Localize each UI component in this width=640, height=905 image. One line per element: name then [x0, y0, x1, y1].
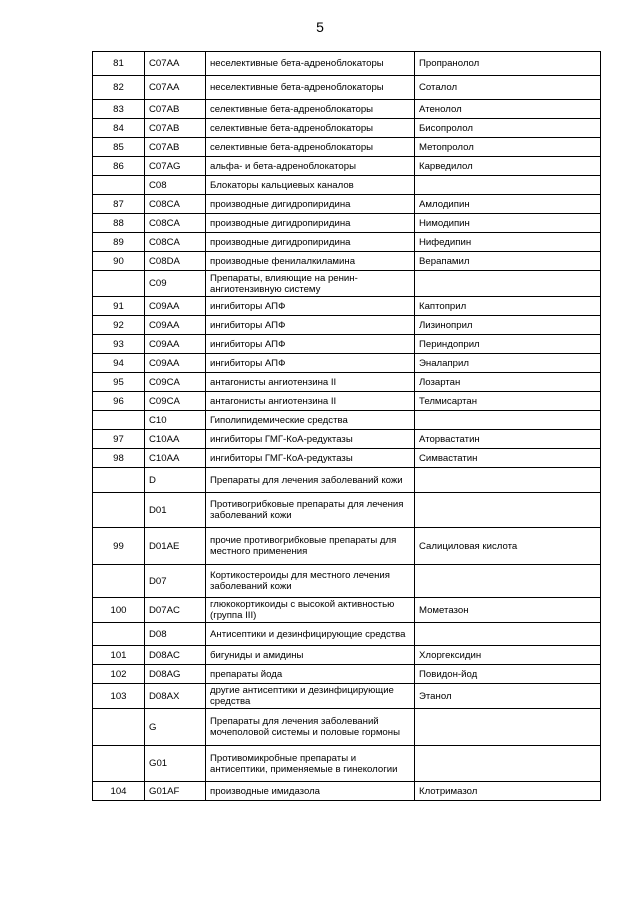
drug-group-cell: антагонисты ангиотензина II	[206, 392, 415, 411]
drug-name-cell: Соталол	[415, 76, 601, 100]
table-row	[93, 392, 601, 411]
atc-code-cell: C09CA	[145, 373, 206, 392]
drug-name-cell: Повидон-йод	[415, 665, 601, 684]
drug-name-cell	[415, 493, 601, 528]
atc-code-cell: C07AG	[145, 157, 206, 176]
row-number-cell: 100	[93, 598, 145, 623]
atc-code-cell: C07AB	[145, 138, 206, 157]
atc-code-cell: C09AA	[145, 297, 206, 316]
drug-name-cell: Карведилол	[415, 157, 601, 176]
drug-group-cell: прочие противогрибковые препараты для местного применения	[206, 528, 415, 565]
atc-code-cell: D07	[145, 565, 206, 598]
drug-name-cell: Лизиноприл	[415, 316, 601, 335]
atc-code-cell: C09AA	[145, 316, 206, 335]
drug-name-cell: Периндоприл	[415, 335, 601, 354]
table-row	[93, 493, 601, 528]
row-number-cell	[93, 709, 145, 746]
table-row	[93, 411, 601, 430]
drug-name-cell: Эналаприл	[415, 354, 601, 373]
drug-name-cell: Мометазон	[415, 598, 601, 623]
drug-name-cell	[415, 271, 601, 297]
table-row	[93, 709, 601, 746]
atc-code-cell: D08AC	[145, 646, 206, 665]
table-row	[93, 214, 601, 233]
table-row	[93, 354, 601, 373]
drug-name-cell: Метопролол	[415, 138, 601, 157]
drug-name-cell: Нифедипин	[415, 233, 601, 252]
table-row	[93, 157, 601, 176]
atc-code-cell: D	[145, 468, 206, 493]
atc-code-cell: C08CA	[145, 214, 206, 233]
drug-group-cell: Противомикробные препараты и антисептики, применяемые в гинекологии	[206, 746, 415, 782]
row-number-cell: 87	[93, 195, 145, 214]
row-number-cell	[93, 271, 145, 297]
row-number-cell: 95	[93, 373, 145, 392]
drug-name-cell: Верапамил	[415, 252, 601, 271]
atc-code-cell: C07AA	[145, 76, 206, 100]
drug-group-cell: производные фенилалкиламина	[206, 252, 415, 271]
row-number-cell: 81	[93, 52, 145, 76]
drug-name-cell: Лозартан	[415, 373, 601, 392]
table-row	[93, 449, 601, 468]
atc-code-cell: C08DA	[145, 252, 206, 271]
table-body	[93, 52, 601, 801]
atc-code-cell: D08AG	[145, 665, 206, 684]
drug-group-cell: ингибиторы АПФ	[206, 316, 415, 335]
drug-name-cell	[415, 411, 601, 430]
drug-name-cell	[415, 623, 601, 646]
drug-group-cell: Кортикостероиды для местного лечения заболеваний кожи	[206, 565, 415, 598]
row-number-cell: 88	[93, 214, 145, 233]
drug-group-cell: селективные бета-адреноблокаторы	[206, 138, 415, 157]
row-number-cell	[93, 468, 145, 493]
drug-group-cell: препараты йода	[206, 665, 415, 684]
row-number-cell: 104	[93, 782, 145, 801]
drug-name-cell	[415, 468, 601, 493]
drug-group-cell: ингибиторы АПФ	[206, 354, 415, 373]
atc-code-cell: C07AB	[145, 100, 206, 119]
atc-code-cell: D01	[145, 493, 206, 528]
table-row	[93, 430, 601, 449]
row-number-cell: 82	[93, 76, 145, 100]
drug-group-cell: ингибиторы АПФ	[206, 335, 415, 354]
table-row	[93, 52, 601, 76]
drug-group-cell: неселективные бета-адреноблокаторы	[206, 52, 415, 76]
drug-name-cell: Телмисартан	[415, 392, 601, 411]
row-number-cell: 83	[93, 100, 145, 119]
row-number-cell: 89	[93, 233, 145, 252]
atc-code-cell: C08CA	[145, 195, 206, 214]
drug-group-cell: другие антисептики и дезинфицирующие средства	[206, 684, 415, 709]
table-row	[93, 297, 601, 316]
atc-code-cell: D07AC	[145, 598, 206, 623]
table-row	[93, 195, 601, 214]
drug-name-cell: Нимодипин	[415, 214, 601, 233]
row-number-cell: 99	[93, 528, 145, 565]
drug-group-cell: альфа- и бета-адреноблокаторы	[206, 157, 415, 176]
atc-code-cell: C10AA	[145, 430, 206, 449]
drug-name-cell: Пропранолол	[415, 52, 601, 76]
table-row	[93, 684, 601, 709]
drug-name-cell: Каптоприл	[415, 297, 601, 316]
row-number-cell: 101	[93, 646, 145, 665]
drug-group-cell: бигуниды и амидины	[206, 646, 415, 665]
row-number-cell: 85	[93, 138, 145, 157]
row-number-cell: 96	[93, 392, 145, 411]
row-number-cell	[93, 411, 145, 430]
table-row	[93, 528, 601, 565]
row-number-cell: 93	[93, 335, 145, 354]
drug-group-cell: Препараты для лечения заболеваний мочеполовой системы и половые гормоны	[206, 709, 415, 746]
row-number-cell: 102	[93, 665, 145, 684]
row-number-cell: 103	[93, 684, 145, 709]
drug-name-cell	[415, 176, 601, 195]
drug-group-cell: Препараты, влияющие на ренин-ангиотензивную систему	[206, 271, 415, 297]
atc-code-cell: D01AE	[145, 528, 206, 565]
table-row	[93, 176, 601, 195]
drug-name-cell: Атенолол	[415, 100, 601, 119]
table-row	[93, 316, 601, 335]
table-row	[93, 335, 601, 354]
atc-code-cell: C08CA	[145, 233, 206, 252]
drug-name-cell	[415, 709, 601, 746]
atc-code-cell: D08AX	[145, 684, 206, 709]
row-number-cell	[93, 746, 145, 782]
atc-code-cell: C08	[145, 176, 206, 195]
drug-name-cell: Хлоргексидин	[415, 646, 601, 665]
row-number-cell: 92	[93, 316, 145, 335]
drug-name-cell: Симвастатин	[415, 449, 601, 468]
table-row	[93, 623, 601, 646]
table-row	[93, 468, 601, 493]
table-row	[93, 746, 601, 782]
atc-code-cell: C10AA	[145, 449, 206, 468]
drug-name-cell: Клотримазол	[415, 782, 601, 801]
drug-name-cell: Салициловая кислота	[415, 528, 601, 565]
atc-code-cell: C09AA	[145, 335, 206, 354]
drug-group-cell: производные имидазола	[206, 782, 415, 801]
atc-code-cell: G01AF	[145, 782, 206, 801]
drug-group-cell: производные дигидропиридина	[206, 233, 415, 252]
drug-name-cell	[415, 746, 601, 782]
drug-group-cell: Блокаторы кальциевых каналов	[206, 176, 415, 195]
atc-code-cell: C09AA	[145, 354, 206, 373]
drug-group-cell: ингибиторы ГМГ-КоА-редуктазы	[206, 449, 415, 468]
row-number-cell: 90	[93, 252, 145, 271]
table-row	[93, 119, 601, 138]
drug-group-cell: производные дигидропиридина	[206, 214, 415, 233]
atc-code-cell: C07AB	[145, 119, 206, 138]
drug-group-cell: селективные бета-адреноблокаторы	[206, 119, 415, 138]
drug-group-cell: ингибиторы АПФ	[206, 297, 415, 316]
page-number: 5	[316, 19, 324, 35]
drug-name-cell: Амлодипин	[415, 195, 601, 214]
drug-group-cell: Противогрибковые препараты для лечения заболеваний кожи	[206, 493, 415, 528]
drug-group-cell: производные дигидропиридина	[206, 195, 415, 214]
table-row	[93, 271, 601, 297]
drug-name-cell: Бисопролол	[415, 119, 601, 138]
drug-group-cell: неселективные бета-адреноблокаторы	[206, 76, 415, 100]
table-row	[93, 76, 601, 100]
row-number-cell: 84	[93, 119, 145, 138]
row-number-cell	[93, 565, 145, 598]
row-number-cell: 91	[93, 297, 145, 316]
row-number-cell	[93, 623, 145, 646]
row-number-cell	[93, 176, 145, 195]
drug-group-cell: селективные бета-адреноблокаторы	[206, 100, 415, 119]
table-row	[93, 665, 601, 684]
atc-code-cell: C09	[145, 271, 206, 297]
atc-code-cell: C07AA	[145, 52, 206, 76]
table-row	[93, 138, 601, 157]
row-number-cell: 97	[93, 430, 145, 449]
atc-code-cell: D08	[145, 623, 206, 646]
drug-group-cell: ингибиторы ГМГ-КоА-редуктазы	[206, 430, 415, 449]
row-number-cell	[93, 493, 145, 528]
drug-name-cell: Аторвастатин	[415, 430, 601, 449]
drug-group-cell: Гиполипидемические средства	[206, 411, 415, 430]
table-row	[93, 565, 601, 598]
atc-code-cell: G01	[145, 746, 206, 782]
table-row	[93, 782, 601, 801]
drug-group-cell: антагонисты ангиотензина II	[206, 373, 415, 392]
atc-code-cell: C09CA	[145, 392, 206, 411]
atc-code-cell: C10	[145, 411, 206, 430]
row-number-cell: 94	[93, 354, 145, 373]
row-number-cell: 86	[93, 157, 145, 176]
row-number-cell: 98	[93, 449, 145, 468]
drug-table	[92, 51, 601, 801]
drug-name-cell: Этанол	[415, 684, 601, 709]
drug-group-cell: Препараты для лечения заболеваний кожи	[206, 468, 415, 493]
table-row	[93, 100, 601, 119]
drug-name-cell	[415, 565, 601, 598]
drug-group-cell: глюкокортикоиды с высокой активностью (группа III)	[206, 598, 415, 623]
table-row	[93, 233, 601, 252]
drug-group-cell: Антисептики и дезинфицирующие средства	[206, 623, 415, 646]
table-row	[93, 373, 601, 392]
table-row	[93, 646, 601, 665]
atc-code-cell: G	[145, 709, 206, 746]
table-row	[93, 252, 601, 271]
table-row	[93, 598, 601, 623]
